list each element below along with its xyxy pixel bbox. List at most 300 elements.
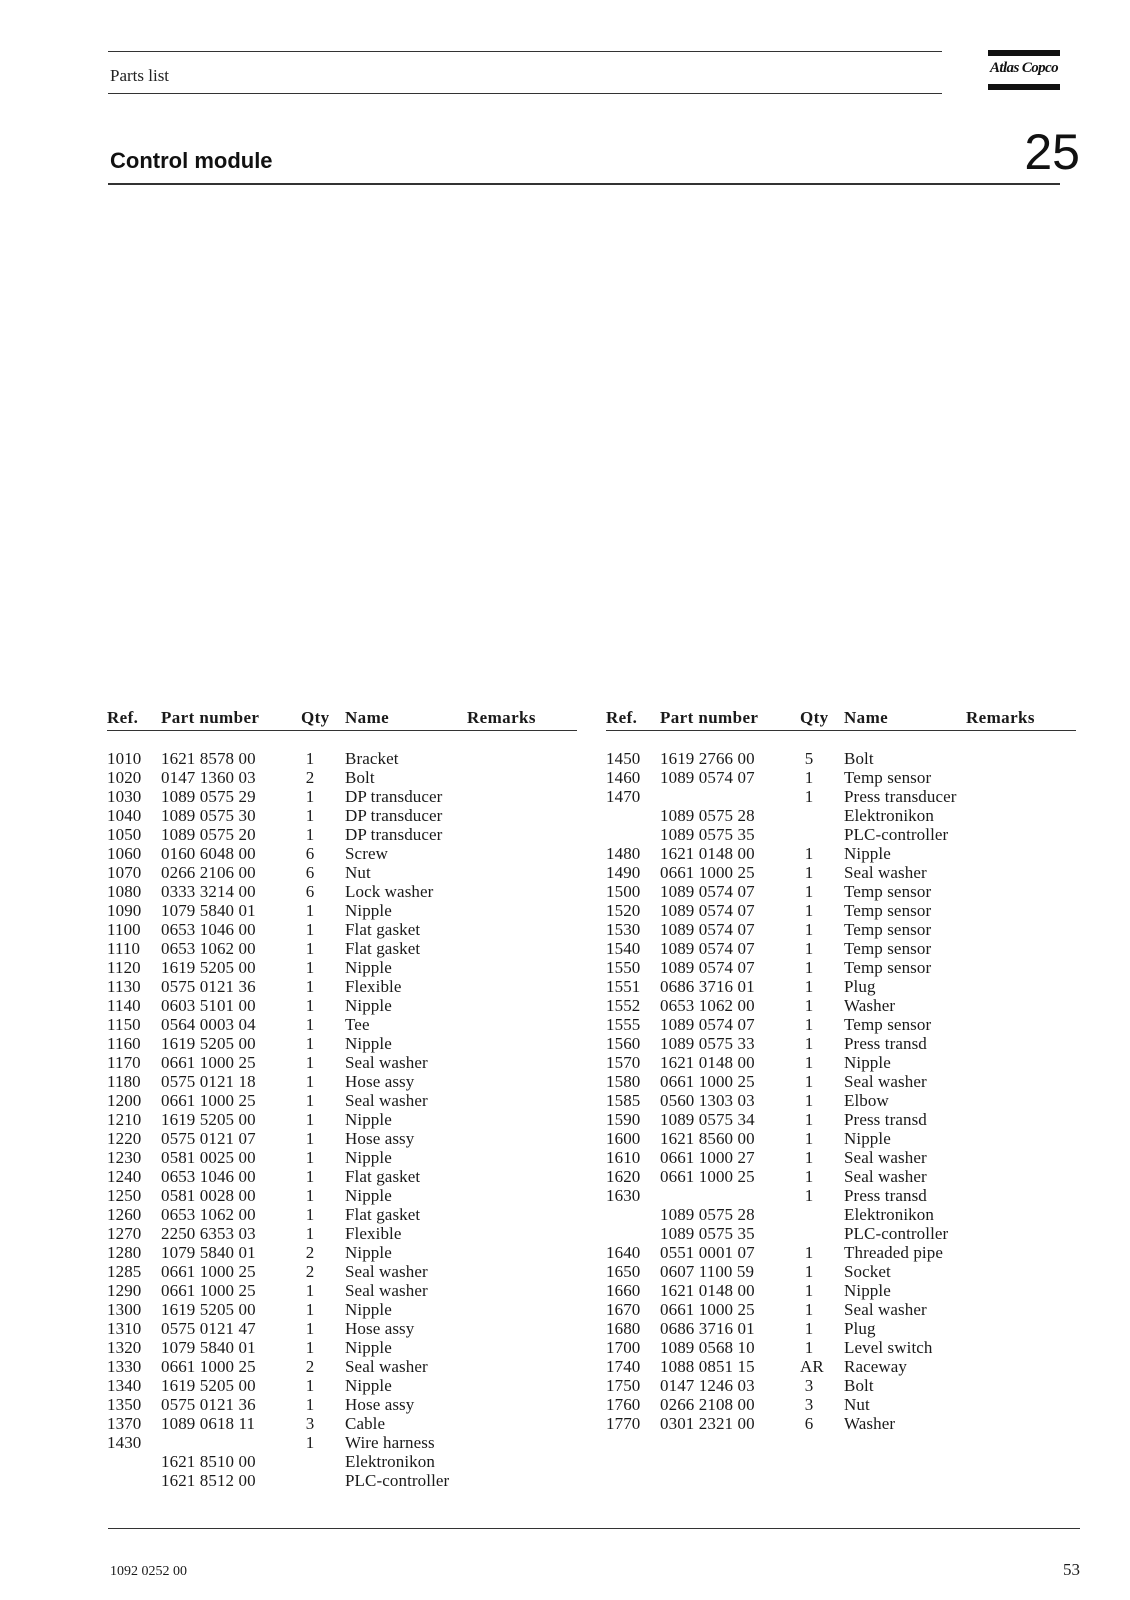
cell-ref: 1140	[107, 996, 141, 1015]
cell-part-number: 0564 0003 04	[161, 1015, 256, 1034]
cell-ref: 1090	[107, 901, 142, 920]
table-row	[107, 920, 577, 939]
table-row	[107, 863, 577, 882]
cell-qty: 1	[305, 939, 315, 958]
cell-qty: 1	[305, 1072, 315, 1091]
cell-name: Temp sensor	[844, 768, 932, 787]
cell-part-number: 1089 0575 28	[660, 1205, 755, 1224]
cell-name: Threaded pipe	[844, 1243, 944, 1262]
cell-qty: 6	[305, 844, 315, 863]
cell-qty: 2	[305, 768, 315, 787]
cell-part-number: 0653 1062 00	[660, 996, 755, 1015]
cell-ref: 1560	[606, 1034, 641, 1053]
cell-ref: 1550	[606, 958, 641, 977]
cell-qty: 2	[305, 1357, 315, 1376]
cell-part-number: 1621 0148 00	[660, 1053, 755, 1072]
cell-part-number: 0653 1062 00	[161, 939, 256, 958]
cell-part-number: 0653 1062 00	[161, 1205, 256, 1224]
cell-qty: 1	[804, 768, 814, 787]
table-row	[606, 1129, 1076, 1148]
cell-name: Nipple	[345, 996, 392, 1015]
table-row	[107, 1300, 577, 1319]
table-row	[107, 939, 577, 958]
cell-qty: 1	[804, 1053, 814, 1072]
cell-part-number: 1089 0575 33	[660, 1034, 755, 1053]
table-row	[606, 1395, 1076, 1414]
cell-name: Plug	[844, 1319, 876, 1338]
cell-ref: 1050	[107, 825, 142, 844]
cell-name: Nipple	[345, 958, 392, 977]
cell-ref: 1130	[107, 977, 141, 996]
table-row	[606, 920, 1076, 939]
cell-qty: 1	[305, 1148, 315, 1167]
table-row	[107, 1167, 577, 1186]
cell-ref: 1552	[606, 996, 641, 1015]
cell-name: Flexible	[345, 1224, 402, 1243]
cell-ref: 1120	[107, 958, 141, 977]
cell-ref: 1480	[606, 844, 641, 863]
cell-name: Washer	[844, 1414, 896, 1433]
cell-qty: 2	[305, 1243, 315, 1262]
table-row	[606, 1243, 1076, 1262]
header-bottom-rule	[108, 93, 942, 94]
cell-name: Nut	[844, 1395, 870, 1414]
cell-ref: 1470	[606, 787, 641, 806]
cell-qty: 1	[305, 977, 315, 996]
cell-qty: 1	[804, 1034, 814, 1053]
cell-name: Temp sensor	[844, 901, 932, 920]
cell-ref: 1370	[107, 1414, 142, 1433]
cell-name: Nut	[345, 863, 371, 882]
table-row	[606, 977, 1076, 996]
cell-ref: 1350	[107, 1395, 142, 1414]
cell-ref: 1300	[107, 1300, 142, 1319]
cell-qty: 1	[305, 1338, 315, 1357]
cell-ref: 1570	[606, 1053, 641, 1072]
cell-name: Washer	[844, 996, 896, 1015]
cell-ref: 1530	[606, 920, 641, 939]
cell-name: Bracket	[345, 749, 399, 768]
cell-part-number: 1089 0575 29	[161, 787, 256, 806]
figure-area	[110, 200, 1080, 690]
cell-name: Seal washer	[844, 1167, 927, 1186]
cell-name: Temp sensor	[844, 939, 932, 958]
cell-qty: 1	[305, 1281, 315, 1300]
cell-qty: 1	[305, 1129, 315, 1148]
table-row	[107, 1129, 577, 1148]
cell-name: Temp sensor	[844, 882, 932, 901]
table-row	[107, 1015, 577, 1034]
cell-part-number: 0147 1246 03	[660, 1376, 755, 1395]
cell-part-number: 1089 0574 07	[660, 901, 755, 920]
atlas-copco-logo	[988, 50, 1060, 94]
cell-qty: 5	[804, 749, 814, 768]
cell-ref: 1650	[606, 1262, 641, 1281]
cell-ref: 1010	[107, 749, 142, 768]
cell-ref: 1630	[606, 1186, 641, 1205]
cell-ref: 1680	[606, 1319, 641, 1338]
table-row	[107, 1186, 577, 1205]
cell-name: Seal washer	[345, 1091, 428, 1110]
page-number: 53	[1063, 1560, 1080, 1579]
cell-ref: 1620	[606, 1167, 641, 1186]
chapter-number: 25	[1024, 124, 1080, 180]
table-row	[606, 1357, 1076, 1376]
table-row	[107, 749, 577, 768]
table-header	[606, 708, 1076, 731]
table-row	[606, 863, 1076, 882]
cell-ref: 1230	[107, 1148, 142, 1167]
table-row	[107, 958, 577, 977]
cell-qty: 1	[305, 1110, 315, 1129]
cell-ref: 1770	[606, 1414, 641, 1433]
title-rule	[108, 183, 1060, 185]
cell-part-number: 0661 1000 25	[161, 1053, 256, 1072]
parts-table-left	[107, 708, 577, 1490]
cell-part-number: 0301 2321 00	[660, 1414, 755, 1433]
table-row	[606, 882, 1076, 901]
cell-part-number: 1079 5840 01	[161, 1243, 256, 1262]
cell-qty: 1	[804, 1167, 814, 1186]
cell-name: PLC-controller	[844, 825, 949, 844]
table-row	[606, 1338, 1076, 1357]
cell-part-number: 0607 1100 59	[660, 1262, 755, 1281]
cell-ref: 1020	[107, 768, 142, 787]
cell-name: Temp sensor	[844, 1015, 932, 1034]
cell-ref: 1180	[107, 1072, 141, 1091]
cell-qty: 1	[305, 920, 315, 939]
cell-ref: 1080	[107, 882, 142, 901]
cell-part-number: 1619 5205 00	[161, 1034, 256, 1053]
cell-part-number: 1089 0575 28	[660, 806, 755, 825]
cell-name: Flat gasket	[345, 939, 421, 958]
cell-ref: 1260	[107, 1205, 142, 1224]
cell-part-number: 0160 6048 00	[161, 844, 256, 863]
cell-ref: 1490	[606, 863, 641, 882]
cell-part-number: 1619 5205 00	[161, 1376, 256, 1395]
cell-ref: 1320	[107, 1338, 142, 1357]
cell-qty: 1	[305, 1167, 315, 1186]
cell-qty: 1	[804, 1110, 814, 1129]
cell-name: Tee	[345, 1015, 370, 1034]
table-row	[107, 844, 577, 863]
cell-name: Lock washer	[345, 882, 434, 901]
cell-qty: 1	[804, 1262, 814, 1281]
table-row	[107, 806, 577, 825]
cell-qty: 1	[804, 1072, 814, 1091]
cell-part-number: 0653 1046 00	[161, 920, 256, 939]
cell-qty: AR	[800, 1357, 824, 1376]
cell-part-number: 0266 2108 00	[660, 1395, 755, 1414]
cell-ref: 1040	[107, 806, 142, 825]
table-row	[107, 1072, 577, 1091]
cell-ref: 1060	[107, 844, 142, 863]
cell-part-number: 1621 8510 00	[161, 1452, 256, 1471]
footer-rule	[108, 1528, 1080, 1529]
cell-qty: 6	[804, 1414, 814, 1433]
cell-part-number: 0661 1000 25	[161, 1091, 256, 1110]
cell-ref: 1555	[606, 1015, 641, 1034]
table-row	[107, 1053, 577, 1072]
table-row	[606, 1186, 1076, 1205]
table-row	[107, 1376, 577, 1395]
cell-ref: 1330	[107, 1357, 142, 1376]
cell-qty: 3	[804, 1395, 814, 1414]
cell-qty: 1	[305, 1395, 315, 1414]
cell-qty: 1	[804, 1338, 814, 1357]
cell-part-number: 1621 0148 00	[660, 1281, 755, 1300]
cell-name: Elektronikon	[844, 1205, 934, 1224]
cell-ref: 1170	[107, 1053, 141, 1072]
cell-part-number: 0581 0028 00	[161, 1186, 256, 1205]
cell-qty: 1	[305, 1053, 315, 1072]
cell-qty: 1	[804, 1015, 814, 1034]
header-top-rule	[108, 51, 942, 52]
cell-qty: 2	[305, 1262, 315, 1281]
cell-name: Nipple	[345, 1300, 392, 1319]
cell-name: Seal washer	[345, 1262, 428, 1281]
cell-part-number: 1089 0574 07	[660, 882, 755, 901]
cell-name: Seal washer	[844, 1300, 927, 1319]
cell-qty: 1	[305, 1300, 315, 1319]
cell-part-number: 0661 1000 25	[660, 1300, 755, 1319]
cell-qty: 1	[305, 749, 315, 768]
cell-part-number: 0661 1000 25	[660, 1167, 755, 1186]
cell-qty: 1	[305, 1319, 315, 1338]
cell-name: PLC-controller	[345, 1471, 450, 1490]
cell-name: Nipple	[844, 1281, 891, 1300]
table-row	[606, 787, 1076, 806]
cell-name: Seal washer	[844, 863, 927, 882]
table-row	[606, 939, 1076, 958]
header-remarks: Remarks	[467, 708, 536, 727]
table-row	[107, 1205, 577, 1224]
cell-qty: 1	[305, 1186, 315, 1205]
table-row	[107, 882, 577, 901]
cell-qty: 1	[804, 1319, 814, 1338]
cell-part-number: 1619 5205 00	[161, 958, 256, 977]
cell-ref: 1750	[606, 1376, 641, 1395]
table-row	[606, 1281, 1076, 1300]
cell-qty: 1	[804, 996, 814, 1015]
table-row	[107, 1243, 577, 1262]
table-row	[107, 901, 577, 920]
cell-name: Socket	[844, 1262, 891, 1281]
cell-qty: 1	[305, 1376, 315, 1395]
table-row	[107, 1395, 577, 1414]
cell-ref: 1100	[107, 920, 141, 939]
cell-ref: 1340	[107, 1376, 142, 1395]
table-row	[606, 844, 1076, 863]
cell-part-number: 1089 0575 30	[161, 806, 256, 825]
header-remarks: Remarks	[966, 708, 1035, 727]
cell-part-number: 1621 8578 00	[161, 749, 256, 768]
table-header	[107, 708, 577, 731]
cell-part-number: 1079 5840 01	[161, 1338, 256, 1357]
table-row	[107, 787, 577, 806]
cell-part-number: 1089 0575 35	[660, 1224, 755, 1243]
cell-name: Elektronikon	[844, 806, 934, 825]
cell-part-number: 0661 1000 25	[161, 1281, 256, 1300]
cell-name: Bolt	[844, 749, 874, 768]
cell-part-number: 0575 0121 36	[161, 1395, 256, 1414]
cell-name: Plug	[844, 977, 876, 996]
cell-qty: 1	[305, 901, 315, 920]
cell-name: Nipple	[844, 844, 891, 863]
cell-part-number: 1089 0574 07	[660, 958, 755, 977]
cell-part-number: 1619 5205 00	[161, 1300, 256, 1319]
table-row	[107, 1338, 577, 1357]
table-row	[107, 1433, 577, 1452]
cell-name: Hose assy	[345, 1072, 415, 1091]
cell-name: Elbow	[844, 1091, 889, 1110]
cell-name: Nipple	[345, 1110, 392, 1129]
cell-part-number: 1089 0575 34	[660, 1110, 755, 1129]
cell-qty: 1	[804, 787, 814, 806]
logo-bottom-bar	[988, 84, 1060, 90]
cell-part-number: 0266 2106 00	[161, 863, 256, 882]
cell-part-number: 0560 1303 03	[660, 1091, 755, 1110]
cell-qty: 1	[804, 863, 814, 882]
cell-name: Seal washer	[345, 1053, 428, 1072]
cell-ref: 1220	[107, 1129, 142, 1148]
table-row	[606, 1205, 1076, 1224]
table-row	[606, 1167, 1076, 1186]
cell-ref: 1600	[606, 1129, 641, 1148]
cell-name: Screw	[345, 844, 388, 863]
table-row	[107, 1319, 577, 1338]
cell-part-number: 1089 0575 35	[660, 825, 755, 844]
cell-name: Nipple	[345, 1376, 392, 1395]
cell-name: Seal washer	[844, 1148, 927, 1167]
cell-part-number: 1621 8560 00	[660, 1129, 755, 1148]
table-row	[606, 1110, 1076, 1129]
table-body-right	[606, 749, 1076, 1433]
cell-name: Hose assy	[345, 1395, 415, 1414]
cell-part-number: 1079 5840 01	[161, 901, 256, 920]
cell-ref: 1030	[107, 787, 142, 806]
cell-name: Wire harness	[345, 1433, 435, 1452]
table-row	[107, 1224, 577, 1243]
cell-ref: 1110	[107, 939, 141, 958]
cell-qty: 1	[804, 920, 814, 939]
table-row	[107, 1357, 577, 1376]
header-qty: Qty	[800, 708, 829, 727]
cell-name: Seal washer	[345, 1357, 428, 1376]
cell-ref: 1460	[606, 768, 641, 787]
cell-name: Level switch	[844, 1338, 933, 1357]
cell-ref: 1551	[606, 977, 641, 996]
cell-ref: 1740	[606, 1357, 641, 1376]
cell-name: Press transd	[844, 1034, 927, 1053]
cell-ref: 1640	[606, 1243, 641, 1262]
cell-part-number: 1089 0574 07	[660, 768, 755, 787]
table-body-left	[107, 749, 577, 1490]
cell-qty: 1	[804, 901, 814, 920]
cell-part-number: 1088 0851 15	[660, 1357, 755, 1376]
table-row	[606, 1053, 1076, 1072]
cell-qty: 1	[804, 1148, 814, 1167]
table-row	[107, 1110, 577, 1129]
cell-name: Press transd	[844, 1186, 927, 1205]
cell-qty: 1	[804, 958, 814, 977]
cell-name: Flat gasket	[345, 920, 421, 939]
cell-name: Nipple	[345, 1243, 392, 1262]
cell-part-number: 0661 1000 25	[660, 1072, 755, 1091]
cell-qty: 1	[804, 1281, 814, 1300]
cell-ref: 1660	[606, 1281, 641, 1300]
cell-part-number: 0686 3716 01	[660, 1319, 755, 1338]
cell-name: Nipple	[345, 1186, 392, 1205]
cell-qty: 1	[305, 996, 315, 1015]
cell-ref: 1520	[606, 901, 641, 920]
cell-ref: 1270	[107, 1224, 142, 1243]
cell-part-number: 1089 0575 20	[161, 825, 256, 844]
cell-qty: 1	[804, 939, 814, 958]
parts-table-right	[606, 708, 1076, 1433]
table-row	[606, 768, 1076, 787]
logo-top-bar	[988, 50, 1060, 56]
cell-part-number: 0575 0121 07	[161, 1129, 256, 1148]
cell-part-number: 1089 0574 07	[660, 939, 755, 958]
header-part-number: Part number	[660, 708, 759, 727]
cell-name: Raceway	[844, 1357, 907, 1376]
header-name: Name	[345, 708, 390, 727]
table-row	[606, 1148, 1076, 1167]
table-row	[606, 1414, 1076, 1433]
cell-ref: 1210	[107, 1110, 142, 1129]
table-row	[107, 1281, 577, 1300]
cell-part-number: 1619 5205 00	[161, 1110, 256, 1129]
cell-qty: 1	[305, 1205, 315, 1224]
table-row	[107, 825, 577, 844]
table-row	[606, 1224, 1076, 1243]
cell-part-number: 1621 8512 00	[161, 1471, 256, 1490]
table-row	[606, 958, 1076, 977]
cell-part-number: 0333 3214 00	[161, 882, 256, 901]
cell-name: Temp sensor	[844, 958, 932, 977]
table-row	[107, 1414, 577, 1433]
cell-name: PLC-controller	[844, 1224, 949, 1243]
page-title: Control module	[110, 148, 273, 173]
table-row	[606, 1300, 1076, 1319]
table-row	[107, 1471, 577, 1490]
table-row	[107, 1148, 577, 1167]
cell-qty: 1	[804, 844, 814, 863]
cell-qty: 1	[804, 1091, 814, 1110]
cell-part-number: 1089 0568 10	[660, 1338, 755, 1357]
cell-name: DP transducer	[345, 787, 443, 806]
cell-name: DP transducer	[345, 806, 443, 825]
cell-ref: 1160	[107, 1034, 141, 1053]
cell-name: Elektronikon	[345, 1452, 435, 1471]
cell-part-number: 0661 1000 27	[660, 1148, 755, 1167]
table-row	[107, 1091, 577, 1110]
cell-name: Nipple	[345, 1338, 392, 1357]
cell-name: Cable	[345, 1414, 386, 1433]
cell-ref: 1240	[107, 1167, 142, 1186]
cell-ref: 1670	[606, 1300, 641, 1319]
cell-ref: 1590	[606, 1110, 641, 1129]
cell-qty: 1	[305, 806, 315, 825]
cell-part-number: 0147 1360 03	[161, 768, 256, 787]
table-row	[606, 1034, 1076, 1053]
cell-name: Bolt	[844, 1376, 874, 1395]
logo-text: Atlas Copco	[990, 60, 1058, 76]
cell-qty: 1	[804, 1186, 814, 1205]
table-row	[107, 1452, 577, 1471]
cell-name: Nipple	[345, 1034, 392, 1053]
